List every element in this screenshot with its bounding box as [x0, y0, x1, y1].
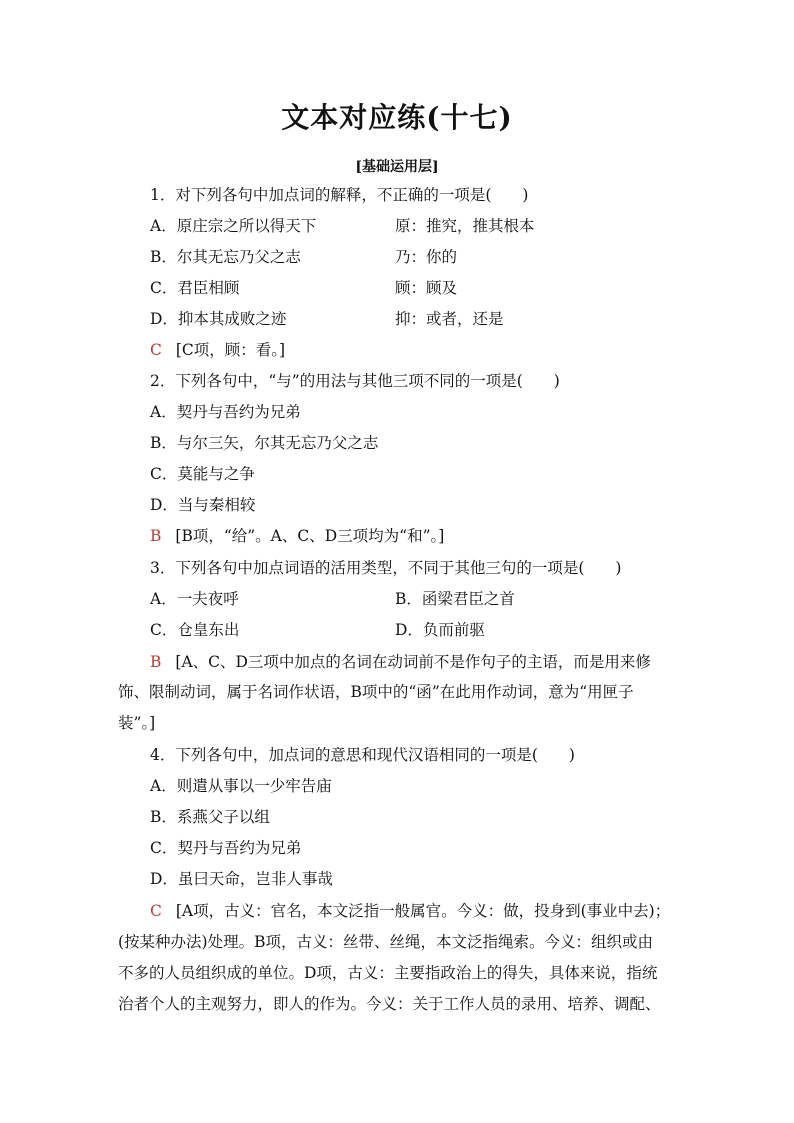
question-3-option-d: D．负而前驱	[395, 621, 485, 639]
question-4-answer-line	[150, 901, 670, 921]
question-1-option-d-gloss: 抑：或者，还是	[395, 310, 504, 328]
question-2-option-a: A．契丹与吾约为兄弟	[150, 403, 301, 421]
question-2-explanation: [B项，“给”。A、C、D三项均为“和”。]	[175, 527, 445, 545]
question-1-answer: C	[150, 341, 162, 359]
question-4-option-d: D．虽曰天命，岂非人事哉	[150, 870, 333, 888]
question-4-explanation-line-2: (按某种办法)处理。B项，古义：丝带、丝绳，本文泛指绳索。今义：组织或由	[118, 933, 653, 951]
question-1-option-c-gloss: 顾：顾及	[395, 279, 458, 297]
question-4-stem: 4．下列各句中，加点词的意思和现代汉语相同的一项是( )	[150, 746, 575, 764]
question-3-option-c: C．仓皇东出	[150, 621, 240, 639]
question-1-option-b: B．尔其无忘乃父之志	[150, 248, 301, 266]
question-4-option-b: B．系燕父子以组	[150, 808, 270, 826]
question-1-answer-line	[150, 340, 285, 360]
question-3-explanation-line-1: [A、C、D三项中加点的名词在动词前不是作句子的主语，而是用来修	[175, 653, 651, 671]
question-3-option-a: A．一夫夜呼	[150, 590, 239, 608]
question-2-answer: B	[150, 527, 162, 545]
question-4-option-a: A．则遣从事以一少牢告庙	[150, 777, 332, 795]
question-4-answer: C	[150, 902, 162, 920]
question-2-option-b: B．与尔三矢，尔其无忘乃父之志	[150, 434, 379, 452]
question-3-explanation-line-2: 饰、限制动词，属于名词作状语，B项中的“函”在此用作动词，意为“用匣子	[118, 683, 634, 701]
question-1-stem: 1．对下列各句中加点词的解释，不正确的一项是( )	[150, 186, 529, 204]
question-2-answer-line	[150, 526, 444, 546]
question-1-option-a: A．原庄宗之所以得天下	[150, 217, 317, 235]
question-2-option-c: C．莫能与之争	[150, 465, 255, 483]
section-label: [基础运用层]	[355, 159, 439, 175]
question-1-explanation: [C项，顾：看。]	[175, 341, 286, 359]
question-1-option-b-gloss: 乃：你的	[395, 248, 458, 266]
question-3-answer: B	[150, 653, 162, 671]
page-title: 文本对应练(十七)	[281, 101, 513, 134]
question-1-option-d: D．抑本其成败之迹	[150, 310, 287, 328]
question-3-explanation-line-3: 装”。]	[118, 714, 156, 732]
question-4-explanation-line-1: [A项，古义：官名，本文泛指一般属官。今义：做，投身到(事业中去)；	[175, 902, 671, 920]
question-4-option-c: C．契丹与吾约为兄弟	[150, 839, 302, 857]
question-1-option-c: C．君臣相顾	[150, 279, 240, 297]
question-4-explanation-line-4: 治者个人的主观努力，即人的作为。今义：关于工作人员的录用、培养、调配、	[118, 995, 661, 1013]
question-2-stem: 2．下列各句中，“与”的用法与其他三项不同的一项是( )	[150, 372, 560, 390]
question-2-option-d: D．当与秦相较	[150, 496, 256, 514]
question-3-answer-line	[150, 652, 651, 672]
question-3-stem: 3．下列各句中加点词语的活用类型，不同于其他三句的一项是( )	[150, 559, 622, 577]
question-4-explanation-line-3: 不多的人员组织成的单位。D项，古义：主要指政治上的得失，具体来说，指统	[118, 964, 658, 982]
question-1-option-a-gloss: 原：推究，推其根本	[395, 217, 535, 235]
question-3-option-b: B．函梁君臣之首	[395, 590, 515, 608]
